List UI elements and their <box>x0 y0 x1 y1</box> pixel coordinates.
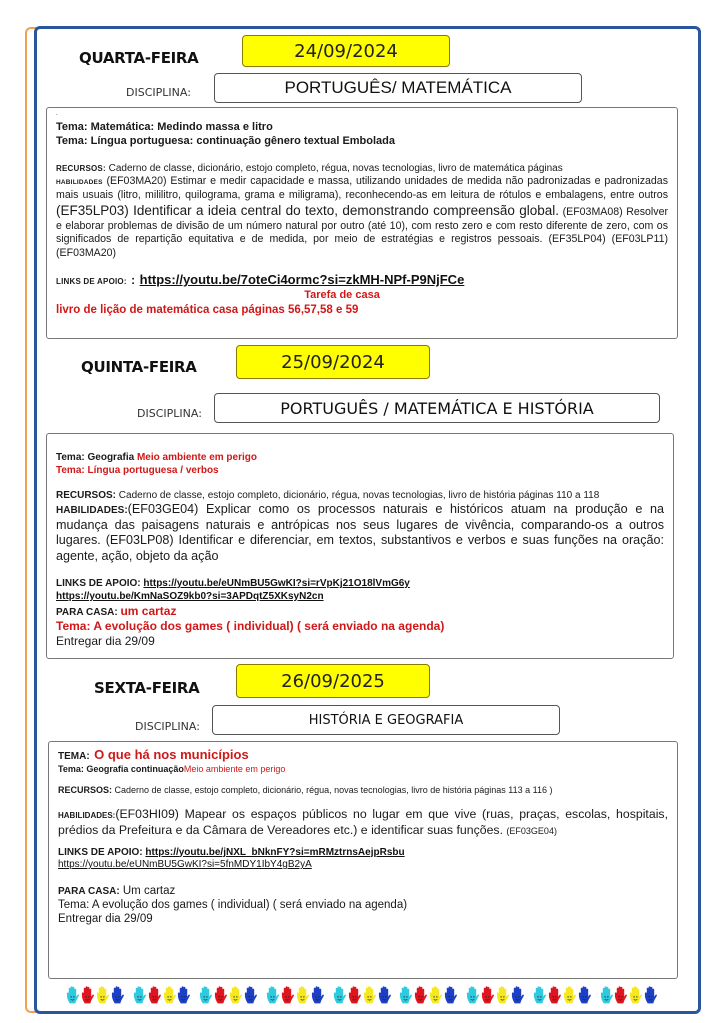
hand-icon <box>466 985 480 1005</box>
lesson-panel <box>46 433 674 659</box>
hand-icon <box>481 985 495 1005</box>
hand-icon <box>511 985 525 1005</box>
hand-icon <box>229 985 243 1005</box>
habilidades-label: HABILIDADES: <box>58 810 116 820</box>
para-casa-tema: Tema: A evolução dos games ( individual) ( será enviado na agenda) <box>56 619 445 634</box>
hand-icon <box>199 985 213 1005</box>
tema-portugues: Tema: Língua portuguesa / verbos <box>56 464 219 476</box>
habilidades-section <box>58 807 668 839</box>
hand-icon <box>266 985 280 1005</box>
hand-icon <box>133 985 147 1005</box>
hand-icon <box>96 985 110 1005</box>
hand-icon <box>296 985 310 1005</box>
habilidades-label: HABILIDADES <box>56 179 103 186</box>
tarefa-text: livro de lição de matemática casa páginas 56,57,58 e 59 <box>56 304 359 317</box>
hand-icon <box>578 985 592 1005</box>
lesson-panel <box>48 741 678 979</box>
habilidades-text-c: (EF03MA08) Resolver e elaborar problemas de divisão de um número natural por outro (até 10), com resto zero e com resto diferente de zero, com os significados de repartição equitativa e de medida, por meio de estratégias e registros pessoais. (EF35LP04) (EF03LP11) (EF03MA20) <box>56 206 668 259</box>
date-badge: 24/09/2024 <box>242 35 450 67</box>
hand-icon <box>444 985 458 1005</box>
para-casa-section <box>58 884 668 899</box>
support-link-1[interactable]: https://youtu.be/eUNmBU5GwKI?si=rVpKj21O18lVmG6y <box>143 577 410 589</box>
recursos-section <box>56 489 664 502</box>
para-casa-text: um cartaz <box>120 603 177 618</box>
day-label: QUARTA-FEIRA <box>79 49 199 67</box>
links-label: LINKS DE APOIO: <box>56 577 141 589</box>
date-badge: 26/09/2025 <box>236 664 430 698</box>
tema-value-geo: Meio ambiente em perigo <box>183 763 286 774</box>
tema-prefix: Tema: Geografia continuação <box>58 763 184 774</box>
tema-matematica: Tema: Matemática: Medindo massa e litro <box>56 121 273 133</box>
para-casa-text: Um cartaz <box>122 884 176 897</box>
hand-icon <box>66 985 80 1005</box>
habilidades-text-a: (EF03MA20) Estimar e medir capacidade e massa, utilizando unidades de medida não padronizadas e padronizadas mais usuais (litro, mililitro, quilograma, grama e miligrama), reconhecendo-as em leitura de rótulos e embalagens, entre outros <box>56 175 668 201</box>
hand-icon <box>548 985 562 1005</box>
tema-label: TEMA: <box>58 751 90 762</box>
tema-prefix: Tema: Geografia <box>56 452 135 463</box>
recursos-label: RECURSOS: <box>58 784 113 795</box>
hand-icon <box>378 985 392 1005</box>
hand-icon <box>600 985 614 1005</box>
hand-icon <box>496 985 510 1005</box>
disciplina-label: DISCIPLINA: <box>135 720 200 733</box>
habilidades-text: (EF03HI09) Mapear os espaços públicos no lugar em que vive (ruas, praças, escolas, hospitais, prédios da Prefeitura e da Câmara de Vereadores etc.) e identificar suas funções. <box>58 806 668 837</box>
habilidades-label: HABILIDADES: <box>56 505 128 516</box>
day-label: QUINTA-FEIRA <box>81 358 197 376</box>
support-link-2[interactable]: https://youtu.be/KmNaSOZ9kb0?si=3APDqtZ5XKsyN2cn <box>56 590 324 602</box>
hand-icon <box>414 985 428 1005</box>
links-label: LINKS DE APOIO: <box>58 846 143 858</box>
habilidades-text-b: (EF35LP03) Identificar a ideia central do texto, demonstrando compreensão global. <box>56 203 560 219</box>
disciplina-box: PORTUGUÊS / MATEMÁTICA E HISTÓRIA <box>214 393 660 423</box>
hand-icon <box>348 985 362 1005</box>
recursos-label: RECURSOS: <box>56 163 106 173</box>
hand-icon <box>644 985 658 1005</box>
habilidades-code: (EF03GE04) <box>506 825 557 836</box>
hand-icon <box>148 985 162 1005</box>
lesson-panel <box>46 107 678 339</box>
para-casa-section <box>56 603 664 620</box>
date-badge: 25/09/2024 <box>236 345 430 379</box>
tema-value: Meio ambiente em perigo <box>136 452 257 463</box>
hand-icon <box>244 985 258 1005</box>
tema-value: O que há nos municípios <box>94 747 249 762</box>
hand-icon <box>311 985 325 1005</box>
hand-icon <box>614 985 628 1005</box>
hand-icon <box>363 985 377 1005</box>
habilidades-text: (EF03GE04) Explicar como os processos naturais e históricos atuam na produção e na mudança das paisagens naturais e antrópicas nos seus lugares de vivência, comparando-os a outros lugares. (EF03LP08) Identificar e diferenciar, em textos, substantivos e verbos e suas funções na oração: agente, ação, objeto da ação <box>56 502 664 564</box>
entrega-text: Entregar dia 29/09 <box>58 913 153 926</box>
hand-icon <box>629 985 643 1005</box>
day-label: SEXTA-FEIRA <box>94 679 200 697</box>
hand-icon <box>214 985 228 1005</box>
hand-icon <box>163 985 177 1005</box>
tarefa-title: Tarefa de casa <box>304 289 380 302</box>
hand-icon <box>563 985 577 1005</box>
hand-icon <box>333 985 347 1005</box>
para-casa-label: PARA CASA: <box>58 885 120 897</box>
dot-mark: . <box>56 111 58 117</box>
disciplina-box: PORTUGUÊS/ MATEMÁTICA <box>214 73 582 103</box>
links-section <box>58 847 668 872</box>
hand-icon <box>281 985 295 1005</box>
recursos-text: Caderno de classe, dicionário, estojo completo, régua, novas tecnologias, livro de matemática páginas <box>108 162 563 174</box>
links-label: LINKS DE APOIO: <box>56 277 127 287</box>
entrega-text: Entregar dia 29/09 <box>56 634 155 649</box>
disciplina-label: DISCIPLINA: <box>137 407 202 420</box>
tema-portugues: Tema: Língua portuguesa: continuação gênero textual Embolada <box>56 134 396 147</box>
hand-icon <box>81 985 95 1005</box>
links-section <box>56 577 664 603</box>
hand-icon <box>533 985 547 1005</box>
hand-icon <box>399 985 413 1005</box>
recursos-label: RECURSOS: <box>56 490 117 501</box>
disciplina-label: DISCIPLINA: <box>126 86 191 99</box>
recursos-text: Caderno de classe, estojo completo, dicionário, régua, novas tecnologias, livro de história páginas 110 a 118 <box>118 490 600 501</box>
hand-icon <box>111 985 125 1005</box>
tema-geografia <box>56 452 664 465</box>
recursos-section <box>56 163 668 176</box>
links-section: LINKS DE APOIO: : https://youtu.be/7oteCi4ormc?si=zkMH-NPf-P9NjFCe <box>56 272 465 288</box>
para-casa-label: PARA CASA: <box>56 606 118 618</box>
hands-border-decoration <box>66 983 666 1005</box>
recursos-text: Caderno de classe, estojo completo, dicionário, régua, novas tecnologias, livro de história páginas 113 a 116 ) <box>114 784 553 795</box>
support-link-1[interactable]: https://youtu.be/7oteCi4ormc?si=zkMH-NPf-P9NjFCe <box>139 272 465 288</box>
habilidades-section <box>56 502 664 565</box>
habilidades-section <box>56 175 668 260</box>
support-link-2[interactable]: https://youtu.be/eUNmBU5GwKI?si=5fnMDY1IbY4gB2yA <box>58 859 312 870</box>
para-casa-tema: Tema: A evolução dos games ( individual) ( será enviado na agenda) <box>58 899 408 911</box>
recursos-section <box>58 785 668 797</box>
tema-section <box>58 746 668 764</box>
tema-geografia <box>58 764 668 775</box>
hand-icon <box>429 985 443 1005</box>
support-link-1[interactable]: https://youtu.be/jNXL_bNknFY?si=mRMztrnsAejpRsbu <box>145 846 405 858</box>
hand-icon <box>177 985 191 1005</box>
disciplina-box: HISTÓRIA E GEOGRAFIA <box>212 705 560 735</box>
